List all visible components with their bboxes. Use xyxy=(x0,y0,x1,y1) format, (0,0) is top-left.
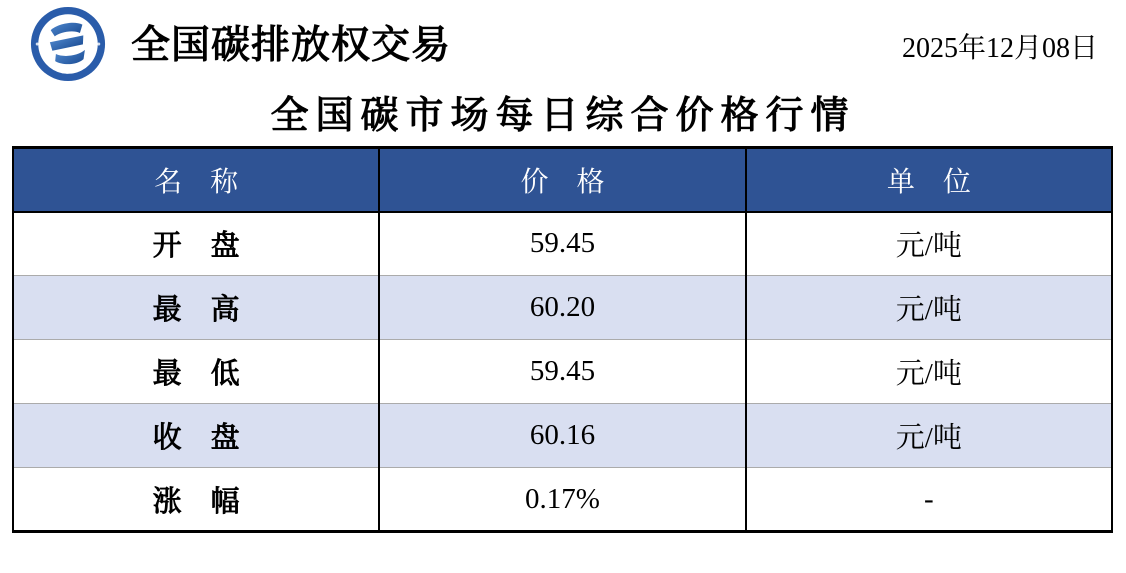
row-change-price: 0.17% xyxy=(379,468,745,532)
row-high-price: 60.20 xyxy=(379,276,745,340)
row-change-unit: - xyxy=(746,468,1112,532)
table-row xyxy=(13,212,1112,276)
header-price: 价 格 xyxy=(379,148,745,212)
carbon-exchange-emblem-icon xyxy=(27,5,109,83)
header-name: 名 称 xyxy=(13,148,379,212)
row-low-unit: 元/吨 xyxy=(746,340,1112,404)
row-open-unit: 元/吨 xyxy=(746,212,1112,276)
row-high-label: 最 高 xyxy=(13,276,379,340)
table-row xyxy=(13,276,1112,340)
table-row xyxy=(13,340,1112,404)
table-row xyxy=(13,404,1112,468)
row-open-price: 59.45 xyxy=(379,212,745,276)
row-change-label: 涨 幅 xyxy=(13,468,379,532)
header-unit: 单 位 xyxy=(746,148,1112,212)
row-low-label: 最 低 xyxy=(13,340,379,404)
row-close-price: 60.16 xyxy=(379,404,745,468)
document-date: 2025年12月08日 xyxy=(901,33,1098,64)
row-high-unit: 元/吨 xyxy=(746,276,1112,340)
daily-price-table xyxy=(12,146,1113,533)
masthead xyxy=(0,0,1126,86)
brand-name: 全国碳排放权交易 xyxy=(131,24,452,67)
table-row xyxy=(13,468,1112,532)
row-close-unit: 元/吨 xyxy=(746,404,1112,468)
row-close-label: 收 盘 xyxy=(13,404,379,468)
row-low-price: 59.45 xyxy=(379,340,745,404)
table-header-row xyxy=(13,148,1112,212)
page-title: 全国碳市场每日综合价格行情 xyxy=(270,95,856,137)
row-open-label: 开 盘 xyxy=(13,212,379,276)
